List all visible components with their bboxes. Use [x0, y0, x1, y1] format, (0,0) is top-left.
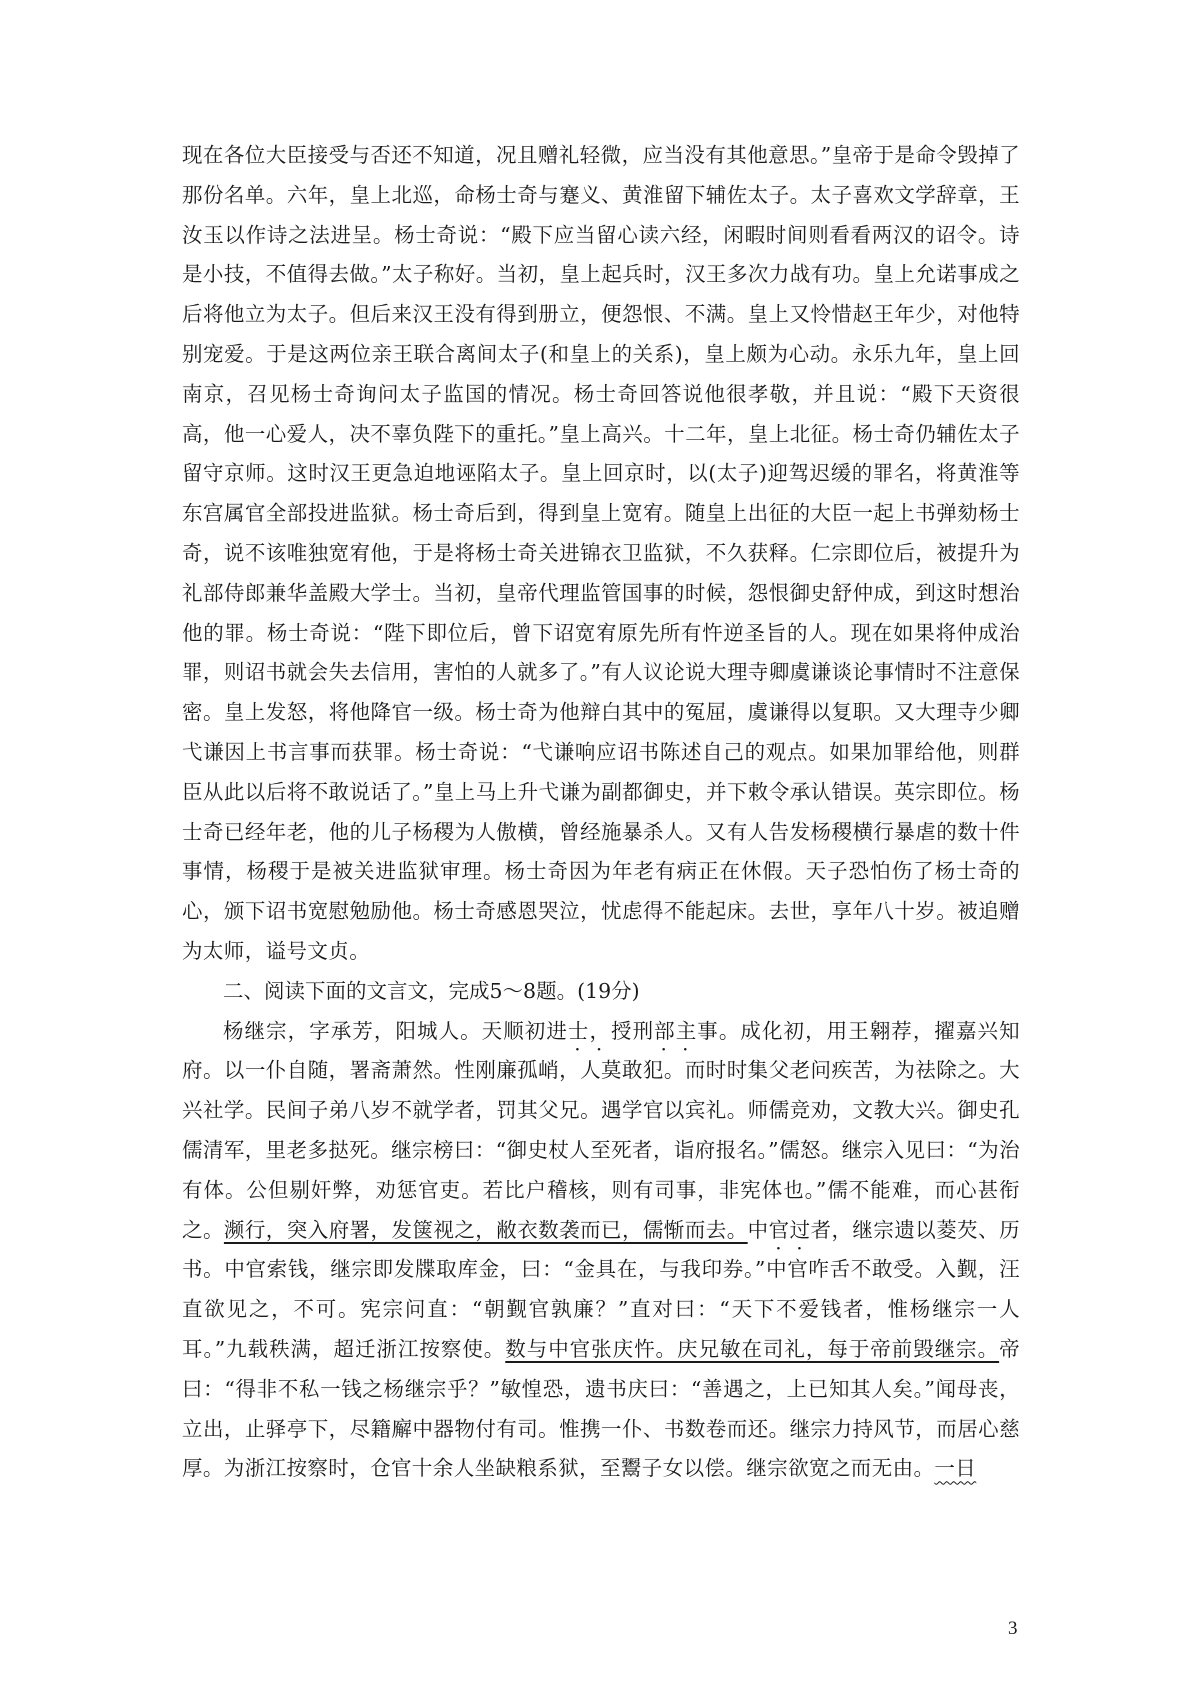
passage-text: 杨继宗，字承芳，阳城人。天顺初 [223, 1018, 547, 1043]
passage-text: 帝曰：“得非不私一钱之杨继宗乎？”敏惶恐，遗书庆曰：“善遇之，上已知其人矣。”闻母丧，立出，止驿亭下，尽籍廨中器物付有司。惟携一仆、书数卷而还。继宗力持风节，而居心慈厚。为浙江按察时，仓官十余人坐缺粮系狱，至鬻子女以偿。继宗欲宽之而无由。 [182, 1336, 1020, 1481]
page-content [182, 136, 1020, 1489]
dotted-char: 进 [546, 1018, 568, 1043]
translation-paragraph: 现在各位大臣接受与否还不知道，况且赠礼轻微，应当没有其他意思。”皇帝于是命令毁掉了那份名单。六年，皇上北巡，命杨士奇与蹇义、黄淮留下辅佐太子。太子喜欢文学辞章，王汝玉以作诗之法进呈。杨士奇说：“殿下应当留心读六经，闲暇时间则看看两汉的诏令。诗是小技，不值得去做。”太子称好。当初，皇上起兵时，汉王多次力战有功。皇上允诺事成之后将他立为太子。但后来汉王没有得到册立，便怨恨、不满。皇上又怜惜赵王年少，对他特别宠爱。于是这两位亲王联合离间太子(和皇上的关系)，皇上颇为心动。永乐九年，皇上回南京，召见杨士奇询问太子监国的情况。杨士奇回答说他很孝敬，并且说：“殿下天资很高，他一心爱人，决不辜负陛下的重托。”皇上高兴。十二年，皇上北征。杨士奇仍辅佐太子留守京师。这时汉王更急迫地诬陷太子。皇上回京时，以(太子)迎驾迟缓的罪名，将黄淮等东宫属官全部投进监狱。杨士奇后到，得到皇上宽宥。随皇上出征的大臣一起上书弹劾杨士奇，说不该唯独宽宥他，于是将杨士奇关进锦衣卫监狱，不久获释。仁宗即位后，被提升为礼部侍郎兼华盖殿大学士。当初，皇帝代理监管国事的时候，怨恨御史舒仲成，到这时想治他的罪。杨士奇说：“陛下即位后，曾下诏宽宥原先所有忤逆圣旨的人。现在如果将仲成治罪，则诏书就会失去信用，害怕的人就多了。”有人议论说大理寺卿虞谦谈论事情时不注意保密。皇上发怒，将他降官一级。杨士奇为他辩白其中的冤屈，虞谦得以复职。又大理寺少卿弋谦因上书言事而获罪。杨士奇说：“弋谦响应诏书陈述自己的观点。如果加罪给他，则群臣从此以后将不敢说话了。”皇上马上升弋谦为副都御史，并下敕令承认错误。英宗即位。杨士奇已经年老，他的儿子杨稷为人傲横，曾经施暴杀人。又有人告发杨稷横行暴虐的数十件事情，杨稷于是被关进监狱审理。杨士奇因为年老有病正在休假。天子恐怕伤了杨士奇的心，颁下诏书宽慰勉励他。杨士奇感恩哭泣，忧虑得不能起床。去世，享年八十岁。被追赠为太师，谥号文贞。 [182, 143, 1020, 963]
dotted-char: 刑 [632, 1018, 655, 1043]
passage-text: 主事。成化初，用王翱荐，擢嘉兴知府。以一仆自随，署斋萧然。性刚廉孤峭，人莫敢犯。而时时集父老问疾苦，为祛除之。大兴社学。民间子弟八岁不就学者，罚其父兄。遇学官以宾礼。师儒竞劝，文教大兴。御史孔儒清军，里老多挞死。继宗榜曰：“御史杖人至死者，诣府报名。”儒怒。继宗入见曰：“为治有体。公但剔奸弊，劝惩官吏。若比户稽核，则有司事，非宪体也。”儒不能难，而心甚衔之。 [182, 1018, 1020, 1242]
underlined-sentence-1: 濒行，突入府署，发箧视之，敝衣数袭而已，儒惭而去。 [223, 1217, 748, 1242]
classical-passage [182, 1012, 1020, 1490]
dotted-char: 士 [567, 1018, 590, 1043]
passage-text: 过者，继宗遗以菱芡、历书。中官索钱，继宗即发牒取库金，曰：“金具在，与我印券。”中官咋舌不敢受。入觐，汪直欲见之，不可。宪宗问直：“朝觐官孰廉？”直对曰：“天下不爱钱者，惟杨继宗一人耳。”九载秩满，超迁浙江按察使。 [182, 1217, 1020, 1361]
underlined-sentence-2: 数与中官张庆忤。庆兄敏在司礼，每于帝前毁继宗。 [505, 1336, 1000, 1361]
dotted-char: 部 [654, 1018, 676, 1043]
section-heading: 二、阅读下面的文言文，完成5～8题。(19分) [223, 978, 640, 1003]
dotted-char: 官 [768, 1217, 790, 1242]
dotted-char: 中 [747, 1217, 769, 1242]
passage-text: ，授 [589, 1018, 633, 1043]
page-number: 3 [1008, 1618, 1018, 1639]
wavy-underlined-text: 一日 [934, 1456, 977, 1481]
